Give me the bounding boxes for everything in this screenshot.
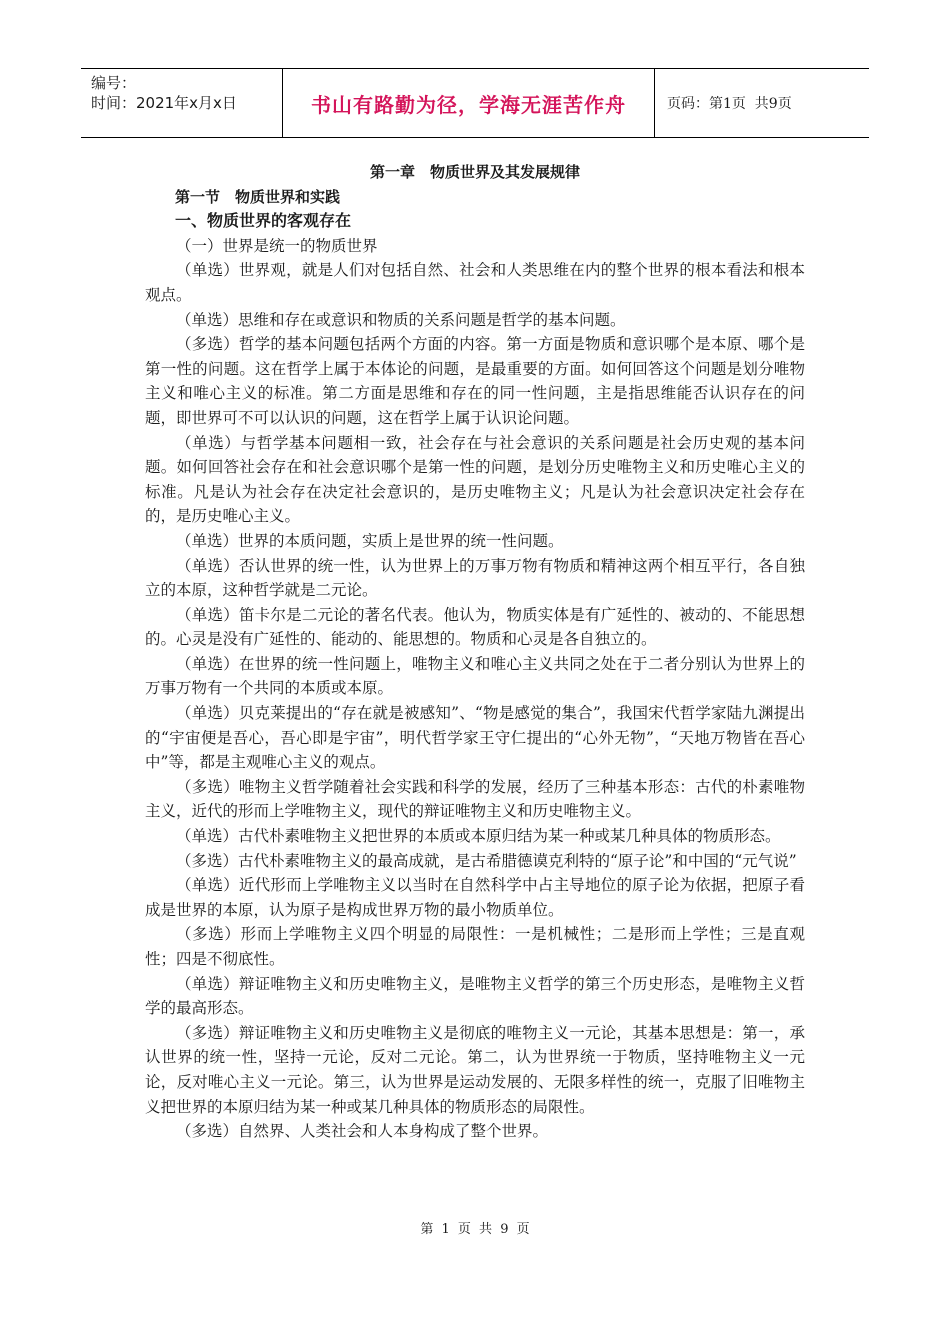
header-meta [81,69,283,137]
page-footer: 第 1 页 共 9 页 [420,1222,530,1237]
paragraph: （单选）贝克莱提出的“存在就是被感知”、“物是感觉的集合”，我国宋代哲学家陆九渊提出的“宇宙便是吾心，吾心即是宇宙”，明代哲学家王守仁提出的“心外无物”，“天地万物皆在吾心中”等，都是主观唯心主义的观点。 [145,704,805,772]
paragraph: （单选）笛卡尔是二元论的著名代表。他认为，物质实体是有广延性的、被动的、不能思想的。心灵是没有广延性的、能动的、能思想的。物质和心灵是各自独立的。 [145,605,805,649]
paragraph: （单选）世界观，就是人们对包括自然、社会和人类思维在内的整个世界的根本看法和根本观点。 [145,261,805,304]
page-info-text: 页码：第1页 共9页 [667,96,792,112]
page-header [81,68,869,138]
paragraph: （多选）古代朴素唯物主义的最高成就，是古希腊德谟克利特的“原子论”和中国的“元气说” [176,851,797,870]
paragraph: （单选）世界的本质问题，实质上是世界的统一性问题。 [176,531,564,550]
paragraph: （单选）古代朴素唯物主义把世界的本质或本原归结为某一种或某几种具体的物质形态。 [176,827,781,846]
paragraph: （多选）形而上学唯物主义四个明显的局限性：一是机械性；二是形而上学性；三是直观性；四是不彻底性。 [145,925,805,968]
sub-heading: （一）世界是统一的物质世界 [176,236,378,255]
paragraph: （多选）唯物主义哲学随着社会实践和科学的发展，经历了三种基本形态：古代的朴素唯物主义，近代的形而上学唯物主义，现代的辩证唯物主义和历史唯物主义。 [145,777,805,821]
paragraph: （单选）思维和存在或意识和物质的关系问题是哲学的基本问题。 [176,310,626,329]
paragraph: （单选）辩证唯物主义和历史唯物主义，是唯物主义哲学的第三个历史形态，是唯物主义哲学的最高形态。 [145,974,805,1018]
paragraph: （单选）否认世界的统一性，认为世界上的万事万物有物质和精神这两个相互平行，各自独立的本原，这种哲学就是二元论。 [145,556,805,600]
date-label: 时间：2021年x月x日 [91,94,237,112]
paragraph: （多选）自然界、人类社会和人本身构成了整个世界。 [176,1122,549,1141]
section-title: 第一节 物质世界和实践 [175,187,341,206]
chapter-title: 第一章 物质世界及其发展规律 [369,163,580,181]
document-body [145,160,805,1144]
subsection-title: 一、物质世界的客观存在 [175,211,352,231]
paragraph: （多选）辩证唯物主义和历史唯物主义是彻底的唯物主义一元论，其基本思想是：第一，承认世界的统一性，坚持一元论，反对二元论。第二，认为世界统一于物质，坚持唯物主义一元论，反对唯心主义一元论。第三，认为世界是运动发展的、无限多样性的统一，克服了旧唯物主义把世界的本原归结为某一种或某几种具体的物质形态的局限性。 [145,1023,805,1116]
header-page-info [655,69,869,137]
paragraph: （单选）近代形而上学唯物主义以当时在自然科学中占主导地位的原子论为依据，把原子看成是世界的本原，认为原子是构成世界万物的最小物质单位。 [145,876,805,919]
paragraph: （多选）哲学的基本问题包括两个方面的内容。第一方面是物质和意识哪个是本原、哪个是第一性的问题。这在哲学上属于本体论的问题，是最重要的方面。如何回答这个问题是划分唯物主义和唯心主义的标准。第二方面是思维和存在的同一性问题，主是指思维能否认识存在的问题，即世界可不可以认识的问题，这在哲学上属于认识论问题。 [145,335,805,427]
header-motto: 书山有路勤为径，学海无涯苦作舟 [283,69,655,137]
number-label: 编号： [91,74,137,92]
paragraph: （单选）与哲学基本问题相一致，社会存在与社会意识的关系问题是社会历史观的基本问题。如何回答社会存在和社会意识哪个是第一性的问题，是划分历史唯物主义和历史唯心主义的标准。凡是认为社会存在决定社会意识的，是历史唯物主义；凡是认为社会意识决定社会存在的，是历史唯心主义。 [145,433,805,526]
paragraph: （单选）在世界的统一性问题上，唯物主义和唯心主义共同之处在于二者分别认为世界上的万事万物有一个共同的本质或本原。 [145,654,805,698]
